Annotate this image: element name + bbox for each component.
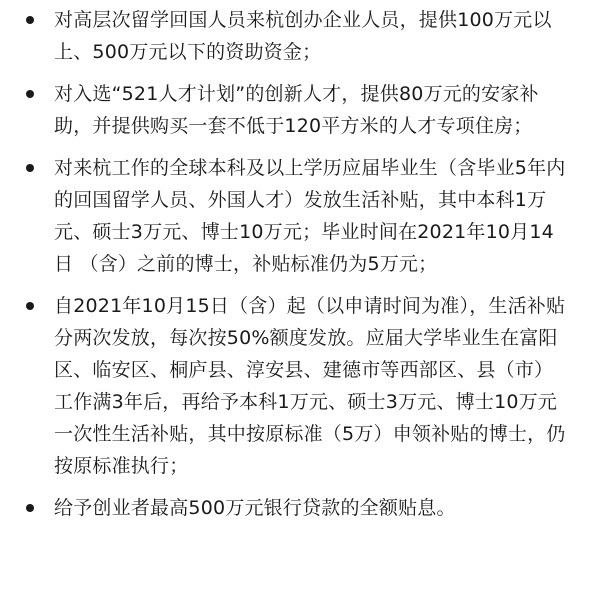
list-item — [14, 492, 570, 524]
list-item — [14, 152, 570, 280]
bullet-icon — [26, 164, 34, 172]
list-item-text: 给予创业者最高500万元银行贷款的全额贴息。 — [54, 497, 456, 519]
list-item — [14, 4, 570, 68]
list-item-text: 自2021年10月15日（含）起（以申请时间为准），生活补贴分两次发放，每次按50%额度发放。应届大学毕业生在富阳区、临安区、桐庐县、淳安县、建德市等西部区、县（市）工作满3年后，再给予本科1万元、硕士3万元、博士10万元一次性生活补贴，其中按原标准（5万）申领补贴的博士，仍按原标准执行； — [54, 295, 566, 477]
bullet-icon — [26, 504, 34, 512]
list-item — [14, 78, 570, 142]
list-item-text: 对来杭工作的全球本科及以上学历应届毕业生（含毕业5年内的回国留学人员、外国人才）发放生活补贴，其中本科1万元、硕士3万元、博士10万元；毕业时间在2021年10月14日 （含）之前的博士，补贴标准仍为5万元； — [54, 157, 566, 275]
bullet-icon — [26, 16, 34, 24]
bullet-icon — [26, 302, 34, 310]
list-item — [14, 290, 570, 482]
list-item-text: 对高层次留学回国人员来杭创办企业人员，提供100万元以上、500万元以下的资助资金； — [54, 9, 552, 63]
list-item-text: 对入选“521人才计划”的创新人才，提供80万元的安家补助，并提供购买一套不低于120平方米的人才专项住房； — [54, 83, 539, 137]
bullet-icon — [26, 90, 34, 98]
policy-list — [14, 4, 570, 524]
